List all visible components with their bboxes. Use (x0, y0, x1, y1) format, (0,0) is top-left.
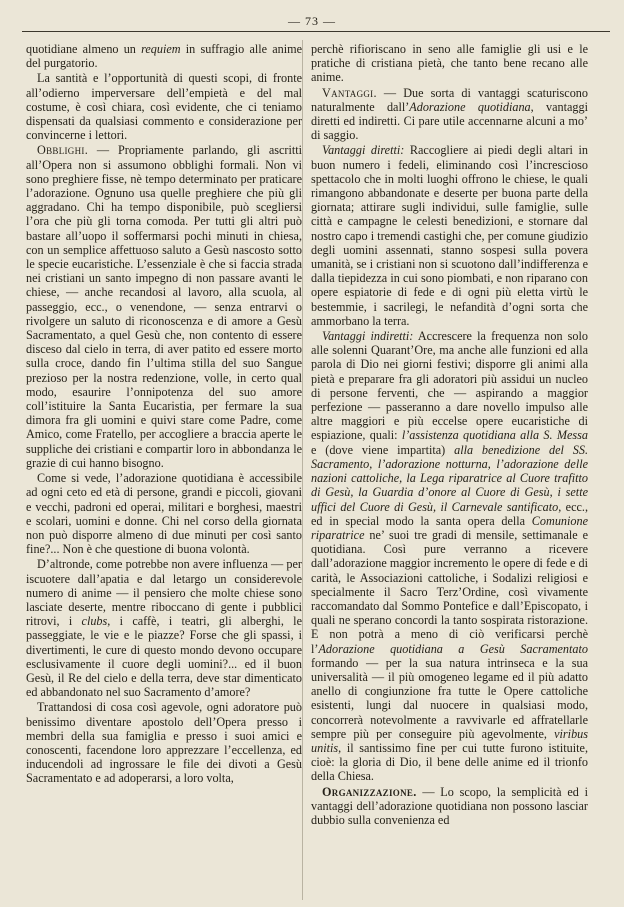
paragraph (311, 329, 588, 784)
right-column (311, 42, 588, 827)
left-column (26, 42, 302, 786)
paragraph: Come si vede, l’adorazione quotidiana è accessibile ad ogni ceto ed età di persone, grandi e piccoli, giovani e vecchi, padroni ed operai, militari e borghesi, maestri e scolari, uomini e donne. Chi nel corso della giornata non può disporre almeno di due minuti per così santo fine?... Non è che questione di buona volontà. (26, 471, 302, 557)
text: , il santissimo fine per cui tutte furono istituite, cioè: la gloria di Dio, il bene delle anime ed il trionfo della Chiesa. (311, 740, 588, 784)
paragraph: La santità e l’opportunità di questi scopi, di fronte all’odierno imperversare dell’empietà e del mal costume, è così chiara, così evidente, che ci teniamo dispensati da qualsiasi commento e considerazione per convincerne i lettori. (26, 71, 302, 143)
text: ne’ suoi tre gradi di mensile, settimanale e quotidiana. Così pure verranno a ricevere dall’adorazione maggior incremento le opere di fede e di carità, le Associazioni cattoliche, i Sodalizi religiosi e specialmente il Sacro Terz’Ordine, così vivamente raccomandato dal Sommo Pontefice e dall’Episcopato, i quali ne sperano concordi la tanto sospirata ristorazione. E non potrà a meno di ciò verificarsi perchè l’ (311, 527, 588, 656)
page-number: — 73 — (288, 14, 336, 28)
italic-text: requiem (141, 42, 181, 56)
header-rule (22, 31, 610, 32)
text: D’altronde, come potrebbe non avere influenza — per iscuotere dall’apatia e dal letargo un considerevole numero di anime — il pensiero che molte chiese sono lasciate deserte, mentre riboccano di gente i pubblici ritrovi, i (26, 557, 302, 629)
subheading-vantaggi-diretti: Vantaggi diretti: (322, 143, 405, 158)
text: formando — per la sua natura intrinseca e la sua universalità — il più omogeneo legame ed il più adatto anello di congiunzione fra tutte le Opere cattoliche esistenti, lungi dal nuocere in qualsiasi modo, concorrerà notevolmente a ravvivarle ed affratellarle sempre più per conseguire più agevolmente, (311, 655, 588, 741)
paragraph (311, 86, 588, 143)
section-heading-vantaggi: Vantaggi. (322, 85, 377, 100)
italic-text: Adorazione quotidiana a Gesù Sacramentato (318, 641, 588, 656)
paragraph (26, 143, 302, 470)
subheading-vantaggi-indiretti: Vantaggi indiretti: (322, 329, 414, 344)
paragraph (26, 557, 302, 699)
paragraph: Trattandosi di cosa così agevole, ogni adoratore può benissimo diventare apostolo dell’Opera presso i membri della sua famiglia e presso i suoi amici e conoscenti, facendone loro apprezzare l’eccellenza, ed inducendoli ad ingrossare le file dei divoti a Gesù Sacramentato e ad adoperarsi, a loro volta, (26, 700, 302, 786)
italic-text: clubs (81, 614, 108, 629)
column-divider (302, 40, 303, 900)
text: in suffragio alle anime del purgatorio. (26, 42, 303, 71)
italic-text: viribus unitis (311, 726, 588, 755)
text: Accrescere la frequenza non solo alle solenni Quarant’Ore, ma anche alle funzioni ed alla parola di Dio nei giorni festivi; disporre gli animi alla pietà e preparare fra gli adoratori più assidui un nucleo di persone ferventi, che — aspirando a maggior perfezione — passeranno a dare novello impulso alle altre maggiori e più eccelse opere eucaristiche di espiazione, quali: (311, 329, 589, 443)
italic-text: l’assistenza quotidiana alla S. Messa (401, 428, 588, 443)
text: — Lo scopo, la semplicità ed i vantaggi dell’adorazione quotidiana non possono lasciar dubbio sulla convenienza ed (311, 784, 588, 827)
text: — Propriamente parlando, gli ascritti all’Opera non si assumono obblighi formali. Non vi sono preghiere fisse, nè tempo determinato per praticare l’adorazione. Ognuno usa quelle preghiere che più gli aggradano. Chi ha tempo disponibile, può scegliersi l’ora che più gli torna comoda. Per tutti gli altri può bastare all’uopo il soffermarsi pochi minuti in chiesa, con un semplice affettuoso saluto a Gesù nascosto sotto le specie eucaristiche. L’essenziale è che si faccia strada nei cristiani un santo impegno di non passare avanti le chiese, — anche recandosi al lavoro, alla scuola, al passeggio, ecc., o venendone, — senza entrarvi o rivolgere un saluto di riconoscenza e di amore a Gesù Sacramentato, a quel Gesù che, non contento di essere disceso dal cielo in terra, di aver patito ed essere morto sulla croce, dando fin l’ultima stilla del suo Sangue prezioso per la nostra redenzione, volle, in certo qual modo, esaurire l’onnipotenza del suo amore coll’istituire la Santa Eucaristia, per fermare la sua dimora fra gli uomini e quivi stare come Padre, come Amico, come Fratello, per accogliere a braccia aperte le suppliche dei cristiani e compartir loro in abbondanza le grazie di cui hanno bisogno. (26, 143, 302, 470)
paragraph (311, 143, 588, 328)
paragraph: perchè rifioriscano in seno alle famiglie gli usi e le pratiche di cristiana pietà, che tanto bene recano alle anime. (311, 42, 588, 85)
paragraph (26, 42, 302, 70)
text: quotidiane almeno un (26, 42, 142, 56)
paragraph (311, 785, 588, 828)
text: — Due sorta di vantaggi scaturiscono naturalmente dall’ (311, 85, 588, 114)
text: , vantaggi diretti ed indiretti. Ci pare utile accennarne alcuni a mo’ di saggio. (311, 99, 589, 143)
section-heading-obblighi: Obblighi. (37, 143, 89, 158)
section-heading-organizzazione: Organizzazione. (322, 784, 417, 799)
text: e (dove viene impartita) (311, 442, 455, 457)
italic-text: Comunione riparatrice (311, 513, 588, 542)
text: , ecc., ed in special modo la santa opera della (311, 499, 588, 528)
italic-text: Adorazione quotidiana (409, 99, 531, 114)
text: , i caffè, i teatri, gli alberghi, le passeggiate, le vie e le piazze? Forse che gli spassi, i divertimenti, le cure di questo mondo devono occupare esclusivamente il cuore degli uomini?... ed il buon Gesù, il Re del cielo e della terra, deve star dimenticato ed abbandonato nel suo Sacramento d’amore? (26, 614, 302, 700)
italic-text: alla benedizione del SS. Sacramento, l’adorazione notturna, l’adorazione delle nazioni cattoliche, la Lega riparatrice al Cuore trafitto di Gesù, la Guardia d’onore al Cuore di Gesù, i sette uffici del Cuore di Gesù, il Carnevale santificato (311, 442, 589, 514)
text: Raccogliere ai piedi degli altari in buon numero i fedeli, eliminando così l’increscioso spettacolo che in molti luoghi offrono le chiese, le quali rimangono abbandonate e deserte per buona parte della giornata; attirare sugli individui, sulle famiglie, sulle città e campagne le celesti benedizioni, e stornare dal nostro capo i tremendi castighi che, per comune giudizio degli uomini assennati, stanno sospesi sulla povera umanità, se i cristiani non si scuotono dall’indifferenza e dalla tiepidezza in cui sono piombati, e non riparano con opere espiatorie di fede e di ogni più eletta virtù le bestemmie, i sacrilegi, le nefandità d’ogni sorta che ammorbano la terra. (311, 143, 588, 328)
